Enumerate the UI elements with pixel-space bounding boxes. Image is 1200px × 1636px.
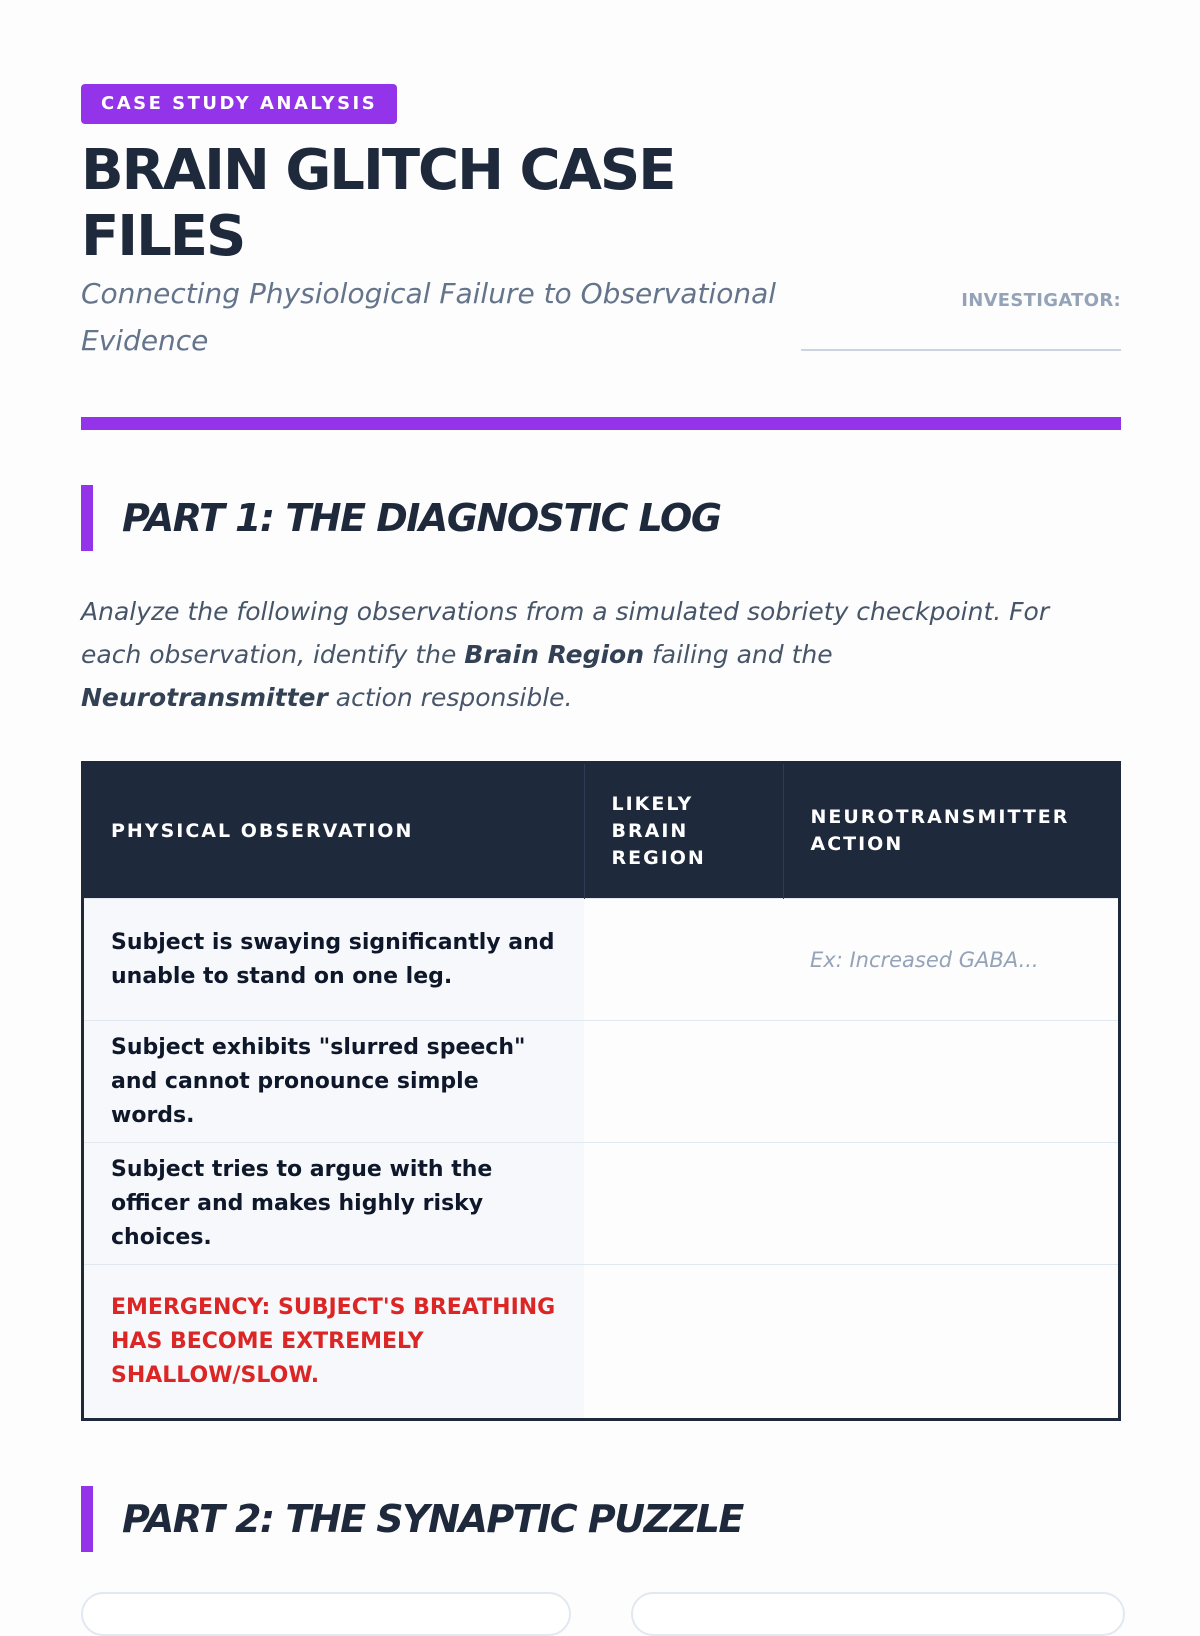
page-subtitle: Connecting Physiological Failure to Observational Evidence (81, 277, 777, 357)
brain-region-answer-cell[interactable] (584, 899, 783, 1021)
section-heading-part2 (81, 1486, 1121, 1552)
investigator-field (801, 290, 1121, 351)
table-row (84, 899, 1118, 1021)
section-accent-bar (81, 1486, 93, 1552)
brain-region-answer-cell[interactable] (584, 1021, 783, 1143)
category-badge: CASE STUDY ANALYSIS (81, 84, 397, 124)
brain-region-answer-cell[interactable] (584, 1143, 783, 1265)
section-title-part2: PART 2: THE SYNAPTIC PUZZLE (122, 1497, 743, 1541)
part2-card-row (81, 1592, 1121, 1612)
observation-cell: Subject is swaying significantly and unable to stand on one leg. (84, 899, 584, 1021)
diagnostic-log-table (81, 761, 1121, 1421)
investigator-input-line[interactable] (801, 349, 1121, 351)
investigator-label: INVESTIGATOR: (961, 290, 1121, 311)
neurotransmitter-answer-cell[interactable] (783, 1265, 1118, 1419)
section-title-part1: PART 1: THE DIAGNOSTIC LOG (122, 496, 721, 540)
table-row (84, 1265, 1118, 1419)
observation-cell: Subject exhibits "slurred speech" and cannot pronounce simple words. (84, 1021, 584, 1143)
intro-term-neurotransmitter: Neurotransmitter (81, 683, 328, 712)
synapse-card (631, 1592, 1125, 1636)
part1-instructions (81, 590, 1081, 719)
table-header-row (84, 764, 1118, 899)
intro-term-brain-region: Brain Region (464, 640, 645, 669)
emergency-observation-cell: EMERGENCY: SUBJECT'S BREATHING HAS BECOME EXTREMELY SHALLOW/SLOW. (84, 1265, 584, 1419)
neurotransmitter-answer-cell[interactable] (783, 1021, 1118, 1143)
synapse-card (81, 1592, 571, 1636)
table-row (84, 1143, 1118, 1265)
neurotransmitter-answer-cell[interactable]: Ex: Increased GABA... (783, 899, 1118, 1021)
table-row (84, 1021, 1118, 1143)
brain-region-answer-cell[interactable] (584, 1265, 783, 1419)
intro-text: Analyze the following observations from a simulated sobriety checkpoint. For each observation, identify the (81, 597, 1050, 669)
header-divider (81, 417, 1121, 430)
page-title: BRAIN GLITCH CASE FILES (81, 138, 675, 269)
intro-text: failing and the (644, 640, 833, 669)
column-header-neurotransmitter: NEUROTRANSMITTER ACTION (783, 764, 1118, 899)
column-header-brain-region: LIKELY BRAIN REGION (584, 764, 783, 899)
section-accent-bar (81, 485, 93, 551)
neurotransmitter-answer-cell[interactable] (783, 1143, 1118, 1265)
column-header-observation: PHYSICAL OBSERVATION (84, 764, 584, 899)
intro-text: action responsible. (327, 683, 573, 712)
section-heading-part1 (81, 485, 1121, 551)
observation-cell: Subject tries to argue with the officer and makes highly risky choices. (84, 1143, 584, 1265)
